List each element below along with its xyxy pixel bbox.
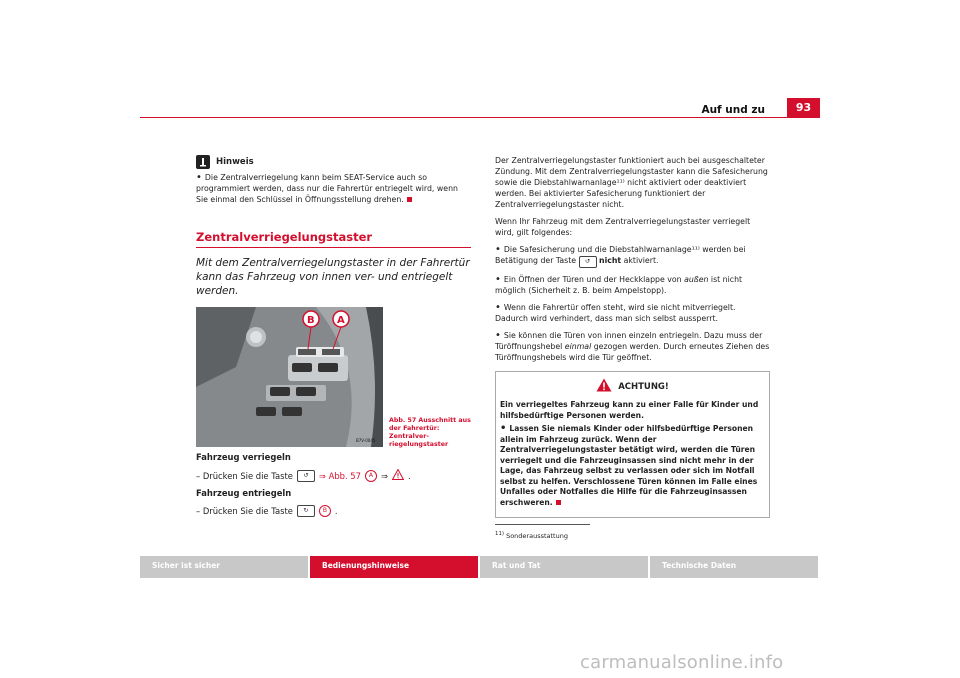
warning-triangle-icon bbox=[596, 378, 612, 396]
bullet-icon bbox=[495, 245, 504, 254]
section-intro: Mit dem Zentralverriegelungstaster in der Fahrertür kann das Fahrzeug von innen ver- und entriegelt werden. bbox=[196, 257, 470, 297]
unlock-step-end: . bbox=[334, 505, 338, 516]
bullet-1-text: Die Safesicherung und die Diebstahlwarnanlage¹¹⁾ werden bei Betätigung der Taste bbox=[495, 245, 746, 265]
right-bullet-1 bbox=[495, 244, 770, 268]
lock-step-end: . bbox=[407, 470, 411, 481]
warning-triangle-icon bbox=[392, 469, 404, 483]
footnote-rule bbox=[495, 524, 590, 525]
bullet-icon bbox=[495, 331, 504, 340]
bullet-icon bbox=[196, 173, 205, 182]
figure-caption: Abb. 57 Ausschnitt aus der Fahrertür: Zentralver-riegelungstaster bbox=[389, 417, 471, 448]
end-mark-icon bbox=[556, 500, 561, 505]
footer-tab-sicher[interactable]: Sicher ist sicher bbox=[140, 556, 308, 578]
warning-paragraph-2-text: Lassen Sie niemals Kinder oder hilfsbedürftige Personen allein im Fahrzeug zurück. Wenn der Zentralverriegelungstaster betätigt wird, werden die Türen verriegelt und die Fahrzeuginsassen sind nicht mehr in der Lage, das Fahrzeug selbst zu verlassen oder sich im Notfall selbst zu helfen. Verschlossene Türen können im Falle eines Unfalles oder Notfalles die Hilfe für die Fahrzeuginsassen erschweren. bbox=[500, 424, 758, 507]
unlock-heading: Fahrzeug entriegeln bbox=[196, 488, 292, 498]
note-icon bbox=[196, 155, 210, 169]
unlock-step-text: – Drücken Sie die Taste bbox=[196, 505, 293, 516]
section-title: Zentralverriegelungstaster bbox=[196, 230, 373, 244]
right-bullet-2 bbox=[495, 274, 770, 296]
unlock-key-icon: ↻ bbox=[297, 505, 315, 517]
badge-b: B bbox=[319, 505, 331, 517]
end-mark-icon bbox=[407, 197, 412, 202]
bullet-1-bold: nicht bbox=[599, 256, 622, 265]
page-header-title: Auf und zu bbox=[701, 104, 765, 116]
bullet-2-text: Ein Öffnen der Türen und der Heckklappe von bbox=[503, 275, 682, 284]
section-rule bbox=[196, 247, 471, 248]
footer-tabs bbox=[140, 556, 820, 578]
bullet-4-text: Sie können die Türen von innen einzeln entriegeln. Dazu muss der Türöffnungshebel bbox=[495, 331, 763, 351]
page-number: 93 bbox=[787, 98, 820, 118]
note-text bbox=[196, 172, 471, 205]
bullet-1-end: aktiviert. bbox=[623, 256, 659, 265]
bullet-icon bbox=[495, 303, 504, 312]
note-body: Die Zentralverriegelung kann beim SEAT-Service auch so programmiert werden, dass nur die Fahrertür entriegelt wird, wenn Sie einmal den Schlüssel in Öffnungsstellung drehen. bbox=[196, 173, 458, 204]
bullet-icon bbox=[500, 424, 509, 433]
bullet-2-italic: außen bbox=[684, 275, 709, 284]
footer-tab-rat[interactable]: Rat und Tat bbox=[480, 556, 648, 578]
bullet-4-italic: einmal bbox=[564, 342, 592, 351]
right-column bbox=[495, 155, 770, 518]
lock-key-icon: ↺ bbox=[579, 256, 597, 268]
left-column bbox=[196, 155, 471, 521]
footnote bbox=[495, 531, 568, 540]
lock-key-icon: ↺ bbox=[297, 470, 315, 482]
warning-title: ACHTUNG! bbox=[618, 381, 669, 392]
right-paragraph-1: Der Zentralverriegelungstaster funktioniert auch bei ausgeschalteter Zündung. Mit dem Zentralverriegelungstaster kann die Safesicherung sowie die Diebstahlwarnanlage¹¹⁾ nicht aktiviert oder deaktiviert werden. Bei aktivierter Safesicherung funktioniert der Zentralverriegelungstaster nicht. bbox=[495, 156, 768, 209]
footnote-marker: 11) bbox=[495, 531, 504, 537]
warning-box bbox=[495, 371, 770, 518]
figure-code: B7V-0045 bbox=[356, 438, 376, 443]
footnote-text: Sonderausstattung bbox=[506, 532, 568, 541]
figure-label-a: A bbox=[337, 315, 345, 326]
bullet-3-text: Wenn die Fahrertür offen steht, wird sie nicht mitverriegelt. Dadurch wird verhindert, dass man sich selbst aussperrt. bbox=[495, 303, 736, 323]
unlock-step bbox=[196, 505, 471, 517]
note-title: Hinweis bbox=[216, 156, 254, 167]
badge-a: A bbox=[365, 470, 377, 482]
lock-heading: Fahrzeug verriegeln bbox=[196, 452, 291, 462]
right-bullet-3 bbox=[495, 302, 770, 324]
door-panel-photo bbox=[196, 307, 383, 447]
footer-tab-technische-daten[interactable]: Technische Daten bbox=[650, 556, 818, 578]
warning-body bbox=[496, 400, 769, 508]
lock-step-text: – Drücken Sie die Taste bbox=[196, 470, 293, 481]
warning-paragraph-1: Ein verriegeltes Fahrzeug kann zu einer Falle für Kinder und hilfsbedürftige Personen werden. bbox=[500, 400, 759, 420]
arrow-glyph: ⇒ bbox=[380, 470, 388, 481]
watermark: carmanualsonline.info bbox=[580, 652, 784, 673]
figure-reference-link[interactable]: ⇒ Abb. 57 bbox=[318, 470, 361, 481]
header-rule bbox=[140, 117, 820, 118]
lock-step bbox=[196, 469, 471, 483]
warning-header bbox=[496, 378, 769, 396]
footer-tab-bedienung[interactable]: Bedienungshinweise bbox=[310, 556, 478, 578]
figure-label-b: B bbox=[307, 315, 315, 326]
note-header bbox=[196, 155, 471, 169]
warning-paragraph-2 bbox=[500, 424, 765, 508]
bullet-2-end: ist nicht möglich (Sicherheit z. B. beim Ampelstopp). bbox=[495, 275, 743, 295]
right-bullet-4 bbox=[495, 330, 770, 363]
bullet-icon bbox=[495, 275, 504, 284]
bullet-4-end: gezogen werden. Durch erneutes Ziehen des Türöffnungshebels wird die Tür geöffnet. bbox=[495, 342, 770, 362]
right-paragraph-2: Wenn Ihr Fahrzeug mit dem Zentralverriegelungstaster verriegelt wird, gilt folgendes: bbox=[495, 217, 751, 237]
